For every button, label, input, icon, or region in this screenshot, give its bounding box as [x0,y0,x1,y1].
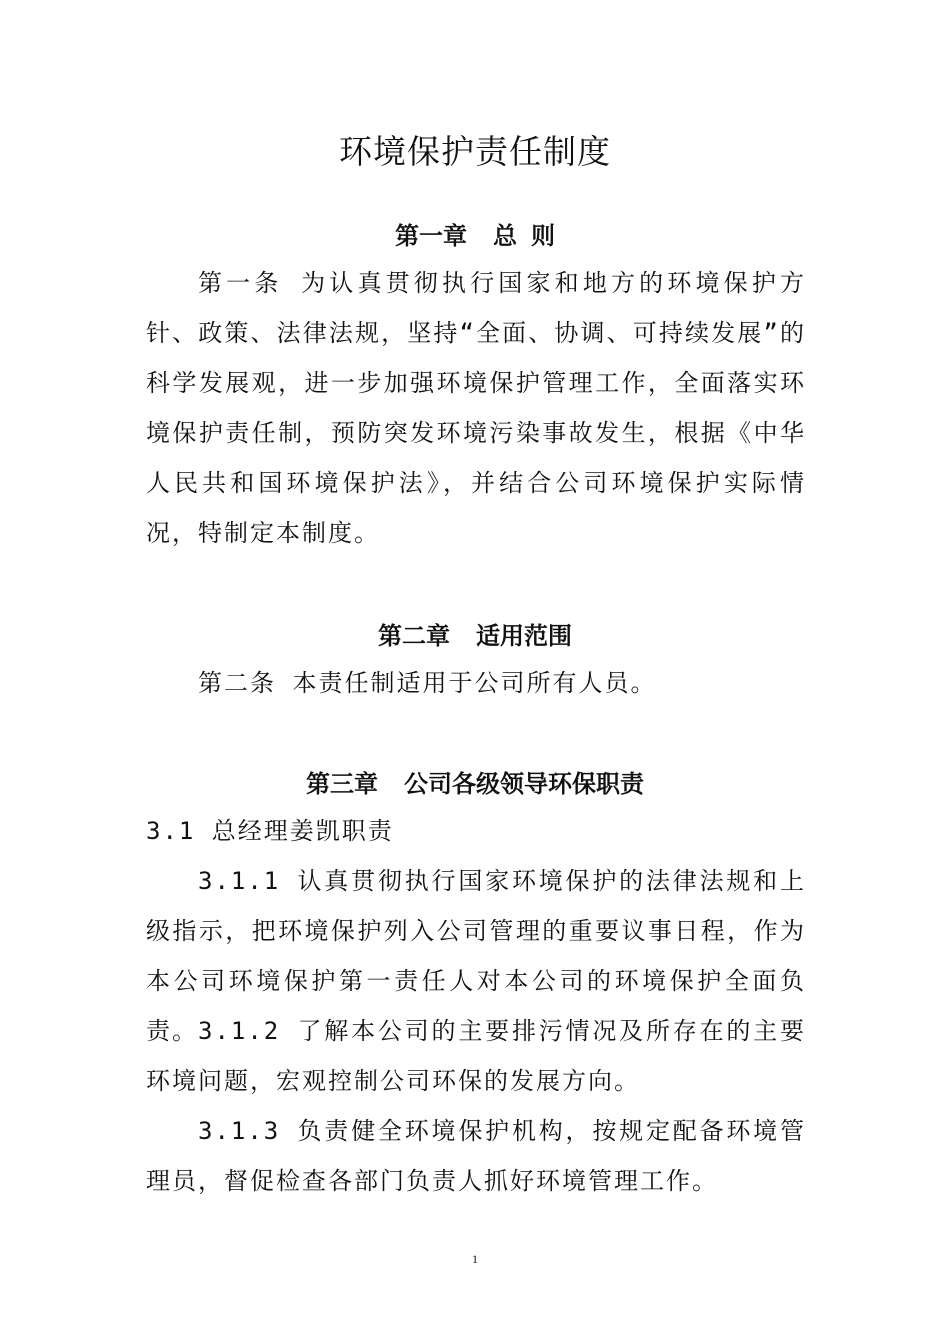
section-3-1: 3.1 总经理姜凯职责 [146,817,394,845]
article-1: 第一条 为认真贯彻执行国家和地方的环境保护方针、政策、法律法规，坚持“全面、协调、可持续发展”的科学发展观，进一步加强环境保护管理工作，全面落实环境保护责任制，预防突发环境污染事故发生，根据《中华人民共和国环境保护法》，并结合公司环境保护实际情况，特制定本制度。 [146,269,806,547]
article-2: 第二条 本责任制适用于公司所有人员。 [198,669,657,697]
chapter-3-name: 公司各级领导环保职责 [404,770,644,798]
chapter-1-name-part-1: 总 [493,222,517,250]
chapter-2-name: 适用范围 [476,622,572,650]
document-title: 环境保护责任制度 [339,132,611,171]
chapter-1-label: 第一章 [395,222,467,250]
chapter-3-label: 第三章 [306,770,378,798]
item-3-1-1: 3.1.1 认真贯彻执行国家环境保护的法律法规和上级指示，把环境保护列入公司管理的重要议事日程，作为本公司环境保护第一责任人对本公司的环境保护全面负责。 [146,867,806,1045]
chapter-2-label: 第二章 [378,622,450,650]
item-3-1-2: 3.1.2 了解本公司的主要排污情况及所存在的主要环境问题，宏观控制公司环保的发展方向。 [146,1017,806,1095]
chapter-1-name-part-2: 则 [531,222,555,250]
chapter-3-heading [0,764,950,799]
page-number: 1 [472,1252,478,1266]
chapter-1-heading [0,216,950,251]
chapter-2-heading [0,616,950,651]
item-3-1-3: 3.1.3 负责健全环境保护机构，按规定配备环境管理员，督促检查各部门负责人抓好环境管理工作。 [146,1117,806,1195]
